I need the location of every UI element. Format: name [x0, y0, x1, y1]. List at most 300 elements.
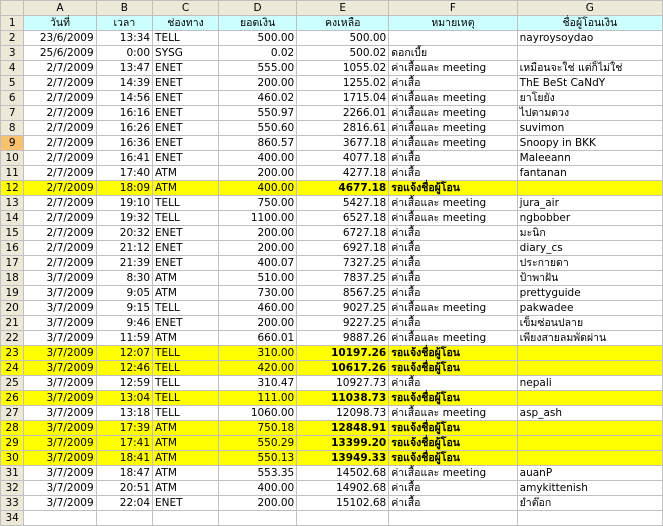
table-row	[1, 436, 663, 451]
time-cell[interactable]: 14:56	[96, 91, 152, 106]
balance-cell[interactable]: 3677.18	[297, 136, 389, 151]
note-cell[interactable]: รอแจ้งชื่อผู้โอน	[389, 361, 517, 376]
note-cell[interactable]: ค่าเสื้อและ meeting	[389, 61, 517, 76]
row-header[interactable]: 25	[1, 376, 24, 391]
note-cell[interactable]: ค่าเสื้อ	[389, 226, 517, 241]
header-cell[interactable]: คงเหลือ	[297, 16, 389, 31]
channel-cell[interactable]: ATM	[153, 166, 219, 181]
balance-cell[interactable]: 2266.01	[297, 106, 389, 121]
amount-cell[interactable]: 400.00	[218, 181, 296, 196]
channel-cell[interactable]: ENET	[153, 136, 219, 151]
channel-cell[interactable]: ENET	[153, 76, 219, 91]
date-cell[interactable]: 3/7/2009	[24, 496, 96, 511]
sender-cell[interactable]: ThE BeSt CaNdY	[517, 76, 662, 91]
time-cell[interactable]: 13:34	[96, 31, 152, 46]
amount-cell[interactable]: 510.00	[218, 271, 296, 286]
row-header[interactable]: 4	[1, 61, 24, 76]
channel-cell[interactable]: TELL	[153, 406, 219, 421]
table-row	[1, 286, 663, 301]
date-cell[interactable]: 2/7/2009	[24, 91, 96, 106]
channel-cell[interactable]: ATM	[153, 436, 219, 451]
time-cell[interactable]: 11:59	[96, 331, 152, 346]
balance-cell[interactable]: 2816.61	[297, 121, 389, 136]
channel-cell[interactable]: ATM	[153, 181, 219, 196]
sender-cell[interactable]: pakwadee	[517, 301, 662, 316]
note-cell[interactable]: ค่าเสื้อและ meeting	[389, 91, 517, 106]
sender-cell[interactable]: auanP	[517, 466, 662, 481]
note-cell[interactable]: ค่าเสื้อและ meeting	[389, 301, 517, 316]
channel-cell[interactable]: TELL	[153, 31, 219, 46]
time-cell[interactable]: 20:51	[96, 481, 152, 496]
amount-cell[interactable]: 460.00	[218, 301, 296, 316]
sender-cell[interactable]	[517, 421, 662, 436]
balance-cell[interactable]: 500.02	[297, 46, 389, 61]
balance-cell[interactable]: 12848.91	[297, 421, 389, 436]
time-cell[interactable]: 18:47	[96, 466, 152, 481]
balance-cell[interactable]: 4077.18	[297, 151, 389, 166]
note-cell[interactable]: ค่าเสื้อและ meeting	[389, 121, 517, 136]
channel-cell[interactable]: ENET	[153, 496, 219, 511]
row-header[interactable]: 7	[1, 106, 24, 121]
amount-cell[interactable]: 550.29	[218, 436, 296, 451]
note-cell[interactable]: รอแจ้งชื่อผู้โอน	[389, 451, 517, 466]
table-row	[1, 121, 663, 136]
note-cell[interactable]: ค่าเสื้อ	[389, 496, 517, 511]
table-row	[1, 421, 663, 436]
note-cell[interactable]: ค่าเสื้อ	[389, 256, 517, 271]
table-row	[1, 46, 663, 61]
row-header[interactable]: 32	[1, 481, 24, 496]
amount-cell[interactable]: 550.13	[218, 451, 296, 466]
row-header[interactable]: 16	[1, 241, 24, 256]
channel-cell[interactable]: ENET	[153, 226, 219, 241]
row-header[interactable]: 14	[1, 211, 24, 226]
row-header[interactable]: 27	[1, 406, 24, 421]
date-cell[interactable]: 3/7/2009	[24, 436, 96, 451]
date-cell[interactable]: 2/7/2009	[24, 136, 96, 151]
note-cell[interactable]: รอแจ้งชื่อผู้โอน	[389, 346, 517, 361]
balance-cell[interactable]: 7327.25	[297, 256, 389, 271]
table-row	[1, 106, 663, 121]
date-cell[interactable]	[24, 511, 96, 526]
time-cell[interactable]: 21:12	[96, 241, 152, 256]
table-row	[1, 361, 663, 376]
amount-cell[interactable]: 460.02	[218, 91, 296, 106]
balance-cell[interactable]: 9227.25	[297, 316, 389, 331]
table-row	[1, 211, 663, 226]
balance-cell[interactable]: 14902.68	[297, 481, 389, 496]
amount-cell[interactable]	[218, 511, 296, 526]
date-cell[interactable]: 3/7/2009	[24, 406, 96, 421]
sender-cell[interactable]: asp_ash	[517, 406, 662, 421]
balance-cell[interactable]: 6927.18	[297, 241, 389, 256]
channel-cell[interactable]: SYSG	[153, 46, 219, 61]
header-cell[interactable]: ยอดเงิน	[218, 16, 296, 31]
date-cell[interactable]: 3/7/2009	[24, 451, 96, 466]
channel-cell[interactable]: ENET	[153, 151, 219, 166]
time-cell[interactable]: 9:05	[96, 286, 152, 301]
note-cell[interactable]: ค่าเสื้อ	[389, 241, 517, 256]
row-header[interactable]: 31	[1, 466, 24, 481]
amount-cell[interactable]: 310.00	[218, 346, 296, 361]
note-cell[interactable]: รอแจ้งชื่อผู้โอน	[389, 391, 517, 406]
channel-cell[interactable]: ENET	[153, 91, 219, 106]
table-row	[1, 31, 663, 46]
note-cell[interactable]: ค่าเสื้อและ meeting	[389, 106, 517, 121]
amount-cell[interactable]: 420.00	[218, 361, 296, 376]
table-row	[1, 241, 663, 256]
table-row	[1, 331, 663, 346]
balance-cell[interactable]: 4277.18	[297, 166, 389, 181]
amount-cell[interactable]: 200.00	[218, 496, 296, 511]
channel-cell[interactable]: ATM	[153, 271, 219, 286]
note-cell[interactable]	[389, 31, 517, 46]
column-header[interactable]: A	[24, 1, 96, 16]
row-header[interactable]: 28	[1, 421, 24, 436]
row-header[interactable]: 24	[1, 361, 24, 376]
date-cell[interactable]: 23/6/2009	[24, 31, 96, 46]
time-cell[interactable]: 12:59	[96, 376, 152, 391]
date-cell[interactable]: 2/7/2009	[24, 181, 96, 196]
channel-cell[interactable]: ENET	[153, 121, 219, 136]
time-cell[interactable]: 17:41	[96, 436, 152, 451]
note-cell[interactable]: ค่าเสื้อและ meeting	[389, 331, 517, 346]
sender-cell[interactable]	[517, 361, 662, 376]
time-cell[interactable]: 14:39	[96, 76, 152, 91]
note-cell[interactable]: ค่าเสื้อ	[389, 316, 517, 331]
note-cell[interactable]: ค่าเสื้อและ meeting	[389, 136, 517, 151]
balance-cell[interactable]: 9887.26	[297, 331, 389, 346]
amount-cell[interactable]: 750.00	[218, 196, 296, 211]
amount-cell[interactable]: 400.00	[218, 151, 296, 166]
table-row	[1, 301, 663, 316]
row-header[interactable]: 6	[1, 91, 24, 106]
date-cell[interactable]: 3/7/2009	[24, 316, 96, 331]
table-row	[1, 346, 663, 361]
time-cell[interactable]: 19:32	[96, 211, 152, 226]
amount-cell[interactable]: 0.02	[218, 46, 296, 61]
sender-cell[interactable]: jura_air	[517, 196, 662, 211]
row-header[interactable]: 13	[1, 196, 24, 211]
time-cell[interactable]: 8:30	[96, 271, 152, 286]
date-cell[interactable]: 3/7/2009	[24, 481, 96, 496]
channel-cell[interactable]: TELL	[153, 211, 219, 226]
column-header[interactable]: C	[153, 1, 219, 16]
amount-cell[interactable]: 200.00	[218, 226, 296, 241]
date-cell[interactable]: 3/7/2009	[24, 361, 96, 376]
date-cell[interactable]: 3/7/2009	[24, 466, 96, 481]
row-header[interactable]: 8	[1, 121, 24, 136]
date-cell[interactable]: 2/7/2009	[24, 211, 96, 226]
time-cell[interactable]: 20:32	[96, 226, 152, 241]
balance-cell[interactable]: 1715.04	[297, 91, 389, 106]
time-cell[interactable]: 13:47	[96, 61, 152, 76]
column-header[interactable]: B	[96, 1, 152, 16]
balance-cell[interactable]: 8567.25	[297, 286, 389, 301]
note-cell[interactable]: รอแจ้งชื่อผู้โอน	[389, 181, 517, 196]
date-cell[interactable]: 2/7/2009	[24, 256, 96, 271]
channel-cell[interactable]: ATM	[153, 466, 219, 481]
column-header[interactable]: F	[389, 1, 517, 16]
header-cell[interactable]: หมายเหตุ	[389, 16, 517, 31]
sender-cell[interactable]: nepali	[517, 376, 662, 391]
time-cell[interactable]: 12:07	[96, 346, 152, 361]
amount-cell[interactable]: 1060.00	[218, 406, 296, 421]
note-cell[interactable]: ค่าเสื้อ	[389, 151, 517, 166]
date-cell[interactable]: 3/7/2009	[24, 301, 96, 316]
row-header[interactable]: 10	[1, 151, 24, 166]
amount-cell[interactable]: 500.00	[218, 31, 296, 46]
header-cell[interactable]: ช่องทาง	[153, 16, 219, 31]
sender-cell[interactable]: prettyguide	[517, 286, 662, 301]
amount-cell[interactable]: 550.97	[218, 106, 296, 121]
date-cell[interactable]: 2/7/2009	[24, 226, 96, 241]
amount-cell[interactable]: 200.00	[218, 241, 296, 256]
row-header[interactable]: 22	[1, 331, 24, 346]
date-cell[interactable]: 3/7/2009	[24, 421, 96, 436]
row-header[interactable]: 29	[1, 436, 24, 451]
balance-cell[interactable]: 7837.25	[297, 271, 389, 286]
balance-cell[interactable]: 15102.68	[297, 496, 389, 511]
channel-cell[interactable]: ATM	[153, 421, 219, 436]
balance-cell[interactable]: 6727.18	[297, 226, 389, 241]
note-cell[interactable]: ค่าเสื้อ	[389, 166, 517, 181]
amount-cell[interactable]: 555.00	[218, 61, 296, 76]
sender-cell[interactable]: มะนิก	[517, 226, 662, 241]
table-row	[1, 391, 663, 406]
amount-cell[interactable]: 111.00	[218, 391, 296, 406]
balance-cell[interactable]: 4677.18	[297, 181, 389, 196]
amount-cell[interactable]: 400.07	[218, 256, 296, 271]
row-header[interactable]: 5	[1, 76, 24, 91]
balance-cell[interactable]: 14502.68	[297, 466, 389, 481]
channel-cell[interactable]: ENET	[153, 256, 219, 271]
date-cell[interactable]: 3/7/2009	[24, 271, 96, 286]
channel-cell[interactable]	[153, 511, 219, 526]
sender-cell[interactable]: diary_cs	[517, 241, 662, 256]
sender-cell[interactable]: เข็มซ่อนปลาย	[517, 316, 662, 331]
note-cell[interactable]	[389, 511, 517, 526]
balance-cell[interactable]: 10927.73	[297, 376, 389, 391]
note-cell[interactable]: ค่าเสื้อ	[389, 481, 517, 496]
time-cell[interactable]: 19:10	[96, 196, 152, 211]
date-cell[interactable]: 2/7/2009	[24, 241, 96, 256]
amount-cell[interactable]: 750.18	[218, 421, 296, 436]
amount-cell[interactable]: 310.47	[218, 376, 296, 391]
channel-cell[interactable]: TELL	[153, 301, 219, 316]
row-header[interactable]: 33	[1, 496, 24, 511]
time-cell[interactable]: 16:26	[96, 121, 152, 136]
date-cell[interactable]: 2/7/2009	[24, 121, 96, 136]
sender-cell[interactable]	[517, 181, 662, 196]
sender-cell[interactable]	[517, 451, 662, 466]
balance-cell[interactable]: 13949.33	[297, 451, 389, 466]
channel-cell[interactable]: TELL	[153, 361, 219, 376]
note-cell[interactable]: ค่าเสื้อและ meeting	[389, 466, 517, 481]
time-cell[interactable]: 16:16	[96, 106, 152, 121]
amount-cell[interactable]: 200.00	[218, 166, 296, 181]
sender-cell[interactable]: nayroysoydao	[517, 31, 662, 46]
row-header[interactable]: 23	[1, 346, 24, 361]
sender-cell[interactable]: ngbobber	[517, 211, 662, 226]
channel-cell[interactable]: ENET	[153, 106, 219, 121]
channel-cell[interactable]: ATM	[153, 331, 219, 346]
time-cell[interactable]: 17:40	[96, 166, 152, 181]
balance-cell[interactable]: 10617.26	[297, 361, 389, 376]
note-cell[interactable]: ค่าเสื้อ	[389, 286, 517, 301]
date-cell[interactable]: 2/7/2009	[24, 196, 96, 211]
sender-cell[interactable]	[517, 391, 662, 406]
balance-cell[interactable]: 12098.73	[297, 406, 389, 421]
note-cell[interactable]: ค่าเสื้อ	[389, 376, 517, 391]
balance-cell[interactable]: 9027.25	[297, 301, 389, 316]
table-row	[1, 151, 663, 166]
sender-cell[interactable]: fantanan	[517, 166, 662, 181]
channel-cell[interactable]: TELL	[153, 376, 219, 391]
amount-cell[interactable]: 200.00	[218, 316, 296, 331]
time-cell[interactable]: 9:15	[96, 301, 152, 316]
amount-cell[interactable]: 1100.00	[218, 211, 296, 226]
row-header[interactable]: 34	[1, 511, 24, 526]
time-cell[interactable]: 18:09	[96, 181, 152, 196]
balance-cell[interactable]: 500.00	[297, 31, 389, 46]
balance-cell[interactable]: 5427.18	[297, 196, 389, 211]
note-cell[interactable]: รอแจ้งชื่อผู้โอน	[389, 421, 517, 436]
note-cell[interactable]: ค่าเสื้อ	[389, 76, 517, 91]
channel-cell[interactable]: ATM	[153, 481, 219, 496]
row-header[interactable]: 17	[1, 256, 24, 271]
channel-cell[interactable]: TELL	[153, 346, 219, 361]
balance-cell[interactable]	[297, 511, 389, 526]
date-cell[interactable]: 2/7/2009	[24, 76, 96, 91]
row-header[interactable]: 9	[1, 136, 24, 151]
sender-cell[interactable]: Snoopy in BKK	[517, 136, 662, 151]
row-header[interactable]: 15	[1, 226, 24, 241]
amount-cell[interactable]: 200.00	[218, 76, 296, 91]
balance-cell[interactable]: 11038.73	[297, 391, 389, 406]
time-cell[interactable]: 21:39	[96, 256, 152, 271]
column-header[interactable]: D	[218, 1, 296, 16]
sender-cell[interactable]: ยาโยยัง	[517, 91, 662, 106]
date-cell[interactable]: 3/7/2009	[24, 391, 96, 406]
row-header[interactable]: 3	[1, 46, 24, 61]
time-cell[interactable]: 16:41	[96, 151, 152, 166]
note-cell[interactable]: ค่าเสื้อและ meeting	[389, 406, 517, 421]
amount-cell[interactable]: 400.00	[218, 481, 296, 496]
row-header[interactable]: 21	[1, 316, 24, 331]
table-row	[1, 466, 663, 481]
sender-cell[interactable]: เหมือนจะใช่ แต่ก็ไม่ใช่	[517, 61, 662, 76]
row-header[interactable]: 1	[1, 16, 24, 31]
time-cell[interactable]: 16:36	[96, 136, 152, 151]
time-cell[interactable]: 0:00	[96, 46, 152, 61]
table-row	[1, 91, 663, 106]
row-header[interactable]: 11	[1, 166, 24, 181]
sender-cell[interactable]: suvimon	[517, 121, 662, 136]
table-row	[1, 196, 663, 211]
time-cell[interactable]: 18:41	[96, 451, 152, 466]
sender-cell[interactable]: ยำต๊อก	[517, 496, 662, 511]
sender-cell[interactable]	[517, 46, 662, 61]
note-cell[interactable]: ค่าเสื้อและ meeting	[389, 211, 517, 226]
time-cell[interactable]: 13:18	[96, 406, 152, 421]
header-cell[interactable]: ชื่อผู้โอนเงิน	[517, 16, 662, 31]
date-cell[interactable]: 25/6/2009	[24, 46, 96, 61]
date-cell[interactable]: 3/7/2009	[24, 331, 96, 346]
channel-cell[interactable]: ENET	[153, 241, 219, 256]
balance-cell[interactable]: 6527.18	[297, 211, 389, 226]
table-row	[1, 451, 663, 466]
amount-cell[interactable]: 553.35	[218, 466, 296, 481]
time-cell[interactable]: 9:46	[96, 316, 152, 331]
row-header[interactable]: 18	[1, 271, 24, 286]
sender-cell[interactable]: ประกายดา	[517, 256, 662, 271]
time-cell[interactable]: 17:39	[96, 421, 152, 436]
sender-cell[interactable]	[517, 511, 662, 526]
row-header[interactable]: 19	[1, 286, 24, 301]
date-cell[interactable]: 2/7/2009	[24, 151, 96, 166]
column-header[interactable]: G	[517, 1, 662, 16]
channel-cell[interactable]: ENET	[153, 61, 219, 76]
date-cell[interactable]: 3/7/2009	[24, 346, 96, 361]
table-row	[1, 136, 663, 151]
channel-cell[interactable]: ATM	[153, 451, 219, 466]
balance-cell[interactable]: 10197.26	[297, 346, 389, 361]
date-cell[interactable]: 2/7/2009	[24, 61, 96, 76]
sender-cell[interactable]: amykittenish	[517, 481, 662, 496]
column-header[interactable]: E	[297, 1, 389, 16]
sender-cell[interactable]: Maleeann	[517, 151, 662, 166]
amount-cell[interactable]: 550.60	[218, 121, 296, 136]
select-all-corner[interactable]	[1, 1, 24, 16]
note-cell[interactable]: ดอกเบี้ย	[389, 46, 517, 61]
header-cell[interactable]: วันที่	[24, 16, 96, 31]
balance-cell[interactable]: 1255.02	[297, 76, 389, 91]
row-header[interactable]: 20	[1, 301, 24, 316]
sender-cell[interactable]	[517, 436, 662, 451]
note-cell[interactable]: ค่าเสื้อและ meeting	[389, 196, 517, 211]
channel-cell[interactable]: ATM	[153, 286, 219, 301]
row-header[interactable]: 2	[1, 31, 24, 46]
sender-cell[interactable]: ป้าพาฝัน	[517, 271, 662, 286]
note-cell[interactable]: ค่าเสื้อ	[389, 271, 517, 286]
row-header[interactable]: 26	[1, 391, 24, 406]
channel-cell[interactable]: TELL	[153, 391, 219, 406]
row-header[interactable]: 30	[1, 451, 24, 466]
amount-cell[interactable]: 730.00	[218, 286, 296, 301]
row-header[interactable]: 12	[1, 181, 24, 196]
balance-cell[interactable]: 13399.20	[297, 436, 389, 451]
time-cell[interactable]: 13:04	[96, 391, 152, 406]
amount-cell[interactable]: 660.01	[218, 331, 296, 346]
sender-cell[interactable]	[517, 346, 662, 361]
time-cell[interactable]: 12:46	[96, 361, 152, 376]
channel-cell[interactable]: ENET	[153, 316, 219, 331]
amount-cell[interactable]: 860.57	[218, 136, 296, 151]
date-cell[interactable]: 2/7/2009	[24, 106, 96, 121]
date-cell[interactable]: 3/7/2009	[24, 376, 96, 391]
channel-cell[interactable]: TELL	[153, 196, 219, 211]
date-cell[interactable]: 3/7/2009	[24, 286, 96, 301]
time-cell[interactable]	[96, 511, 152, 526]
header-cell[interactable]: เวลา	[96, 16, 152, 31]
balance-cell[interactable]: 1055.02	[297, 61, 389, 76]
time-cell[interactable]: 22:04	[96, 496, 152, 511]
sender-cell[interactable]: ไปตามดวง	[517, 106, 662, 121]
sender-cell[interactable]: เพียงสายลมพัดผ่าน	[517, 331, 662, 346]
date-cell[interactable]: 2/7/2009	[24, 166, 96, 181]
note-cell[interactable]: รอแจ้งชื่อผู้โอน	[389, 436, 517, 451]
